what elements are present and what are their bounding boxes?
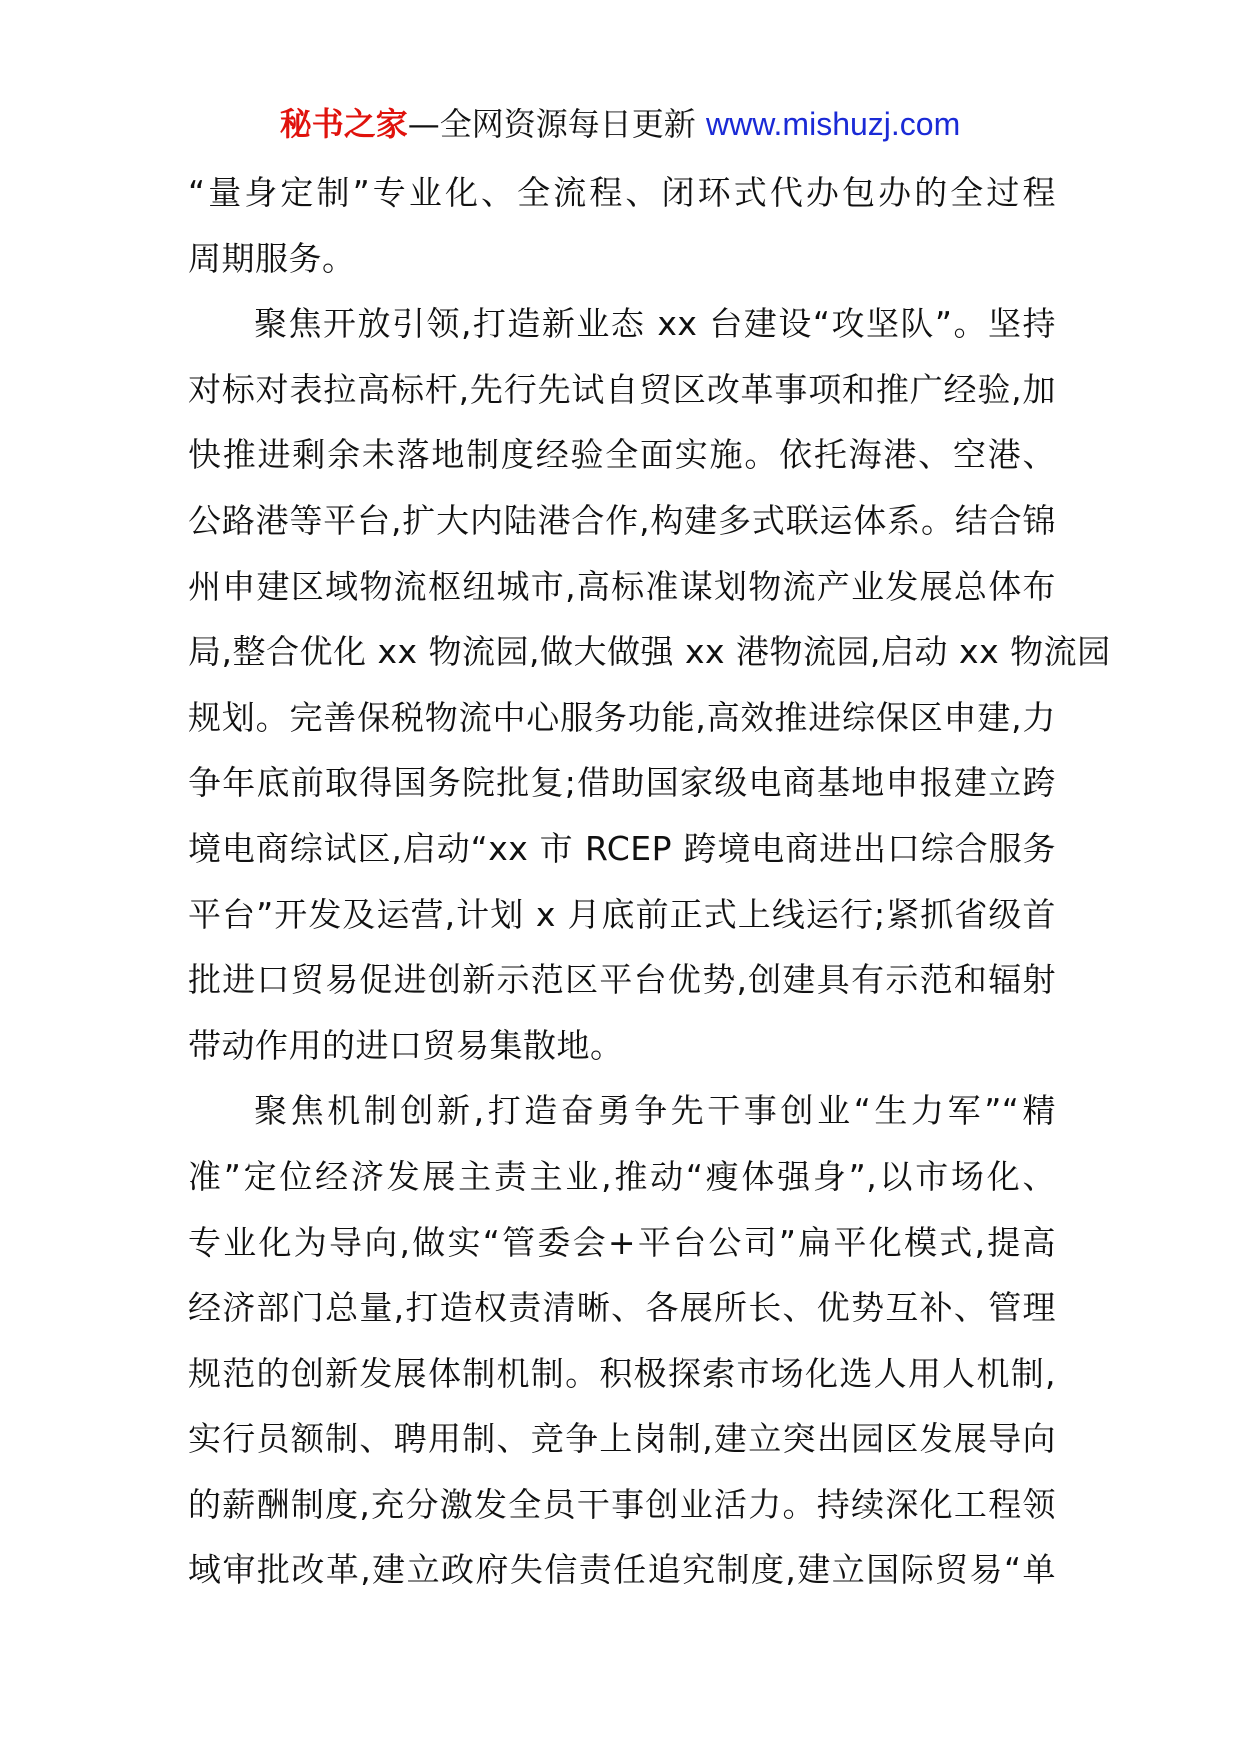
text-line: 争年底前取得国务院批复;借助国家级电商基地申报建立跨 <box>188 763 1056 803</box>
text-line: 经济部门总量,打造权责清晰、各展所长、优势互补、管理 <box>188 1288 1056 1328</box>
text-line: 实行员额制、聘用制、竞争上岗制,建立突出园区发展导向 <box>188 1419 1056 1459</box>
text-line: 域审批改革,建立政府失信责任追究制度,建立国际贸易“单 <box>188 1550 1056 1590</box>
text-line: 专业化为导向,做实“管委会+平台公司”扁平化模式,提高 <box>188 1222 1056 1262</box>
text-line: 聚焦开放引领,打造新业态 xx 台建设“攻坚队”。坚持 <box>254 304 1056 344</box>
text-line: 境电商综试区,启动“xx 市 RCEP 跨境电商进出口综合服务 <box>188 828 1056 868</box>
text-line: 周期服务。 <box>188 238 356 278</box>
text-line: 平台”开发及运营,计划 x 月底前正式上线运行;紧抓省级首 <box>188 894 1056 934</box>
text-line: 的薪酬制度,充分激发全员干事创业活力。持续深化工程领 <box>188 1484 1056 1524</box>
text-line: 聚焦机制创新,打造奋勇争先干事创业“生力军”“精 <box>254 1091 1056 1131</box>
site-header <box>0 100 1240 148</box>
text-line: 规划。完善保税物流中心服务功能,高效推进综保区申建,力 <box>188 697 1056 737</box>
text-line: 批进口贸易促进创新示范区平台优势,创建具有示范和辐射 <box>188 960 1056 1000</box>
text-line: 带动作用的进口贸易集散地。 <box>188 1025 624 1065</box>
paragraph-3 <box>188 1078 1056 1603</box>
text-line: 规范的创新发展体制机制。积极探索市场化选人用人机制, <box>188 1353 1056 1393</box>
paragraph-1 <box>188 160 1056 291</box>
site-url-link[interactable]: www.mishuzj.com <box>705 106 961 142</box>
document-body <box>188 160 1111 1603</box>
text-line: 州申建区域物流枢纽城市,高标准谋划物流产业发展总体布 <box>188 566 1056 606</box>
text-line: “量身定制”专业化、全流程、闭环式代办包办的全过程 <box>188 173 1056 212</box>
paragraph-2 <box>188 291 1111 1078</box>
text-line: 准”定位经济发展主责主业,推动“瘦体强身”,以市场化、 <box>188 1156 1056 1196</box>
text-line: 对标对表拉高标杆,先行先试自贸区改革事项和推广经验,加 <box>188 369 1056 409</box>
site-slogan: —全网资源每日更新 <box>407 105 706 143</box>
text-line: 局,整合优化 xx 物流园,做大做强 xx 港物流园,启动 xx 物流园 <box>188 632 1111 672</box>
site-brand: 秘书之家 <box>279 105 408 143</box>
text-line: 快推进剩余未落地制度经验全面实施。依托海港、空港、 <box>188 435 1056 475</box>
text-line: 公路港等平台,扩大内陆港合作,构建多式联运体系。结合锦 <box>188 500 1056 540</box>
